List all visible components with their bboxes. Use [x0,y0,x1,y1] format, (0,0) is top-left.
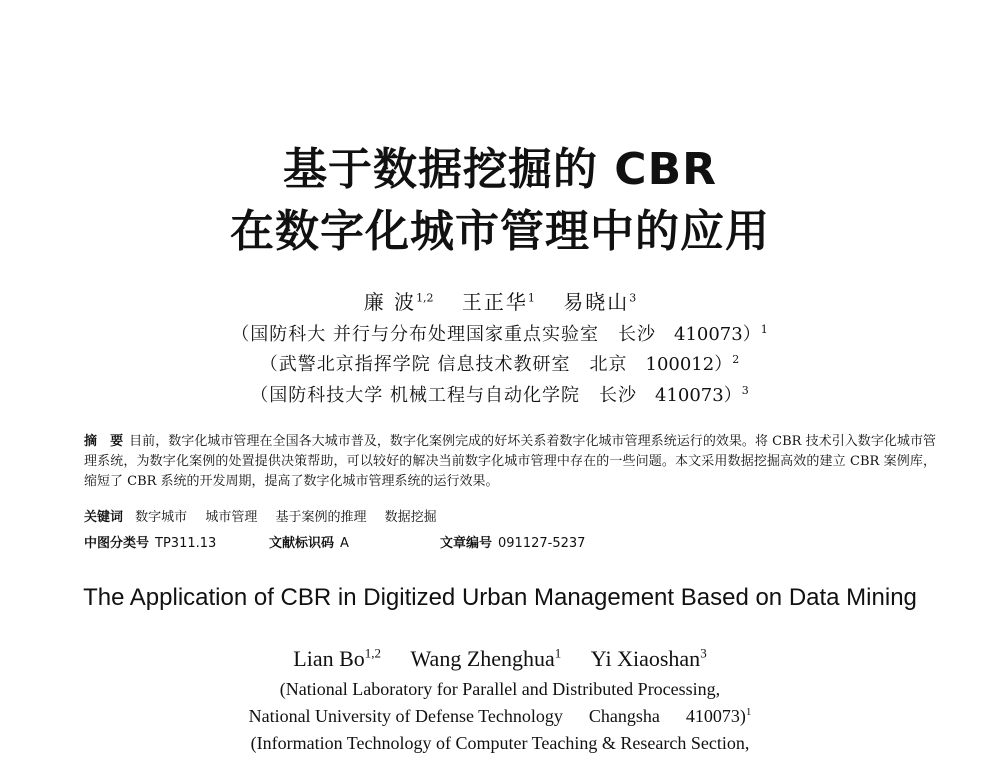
chinese-title-line-2: 在数字化城市管理中的应用 [230,206,770,257]
author-en: Yi Xiaoshan$^3$ [590,646,707,672]
article-number: 文章编号 091127-5237 [440,536,586,551]
author-cn: 王正华$^1$ [461,290,535,314]
keyword: 城市管理 [205,510,258,525]
chinese-affiliation: （武警北京指挥学院 信息技术教研室 北京 100012）$^2$ [259,353,741,375]
author-en: Lian Bo$^{1,2}$ [293,646,382,672]
keyword: 数据挖掘 [384,510,437,525]
author-cn: 廉 波$^{1,2}$ [363,290,434,314]
keywords-label: 关键词 [84,510,124,525]
abstract-label: 摘 要 [84,434,124,449]
keyword: 基于案例的推理 [275,510,367,525]
chinese-authors [0,286,1000,315]
english-authors [0,646,1000,672]
keywords [84,508,936,528]
author-cn: 易晓山$^3$ [563,290,637,314]
english-affiliation-line: (Information Technology of Computer Teaching & Research Section, [250,733,750,753]
clc-number: 中图分类号 TP311.13 [84,536,217,551]
keyword: 数字城市 [135,510,188,525]
abstract-text: 目前，数字化城市管理在全国各大城市普及，数字化案例完成的好坏关系着数字化城市管理系统运行的效果。将 CBR 技术引入数字化城市管理系统，为数字化案例的处置提供决策帮助，可以较好的解决当前数字化城市管理中存在的一些问题。本文采用数据挖掘高效的建立 CBR 案例库，缩短了 CBR 系统的开发周期，提高了数字化城市管理系统的运行效果。 [84,434,936,489]
chinese-affiliation: （国防科技大学 机械工程与自动化学院 长沙 410073）$^3$ [250,384,750,406]
document-code: 文献标识码 A [269,536,349,551]
chinese-title-line-1: 基于数据挖掘的 CBR [282,144,718,195]
english-title: The Application of CBR in Digitized Urban Management Based on Data Mining [83,584,917,611]
english-affiliation-line: National University of Defense Technology Changsha 410073)$^1$ [248,706,752,726]
abstract [84,432,936,492]
chinese-affiliation: （国防科大 并行与分布处理国家重点实验室 长沙 410073）$^1$ [231,323,769,345]
english-affiliation-line: (National Laboratory for Parallel and Distributed Processing, [279,679,721,699]
author-en: Wang Zhenghua$^1$ [410,646,562,672]
